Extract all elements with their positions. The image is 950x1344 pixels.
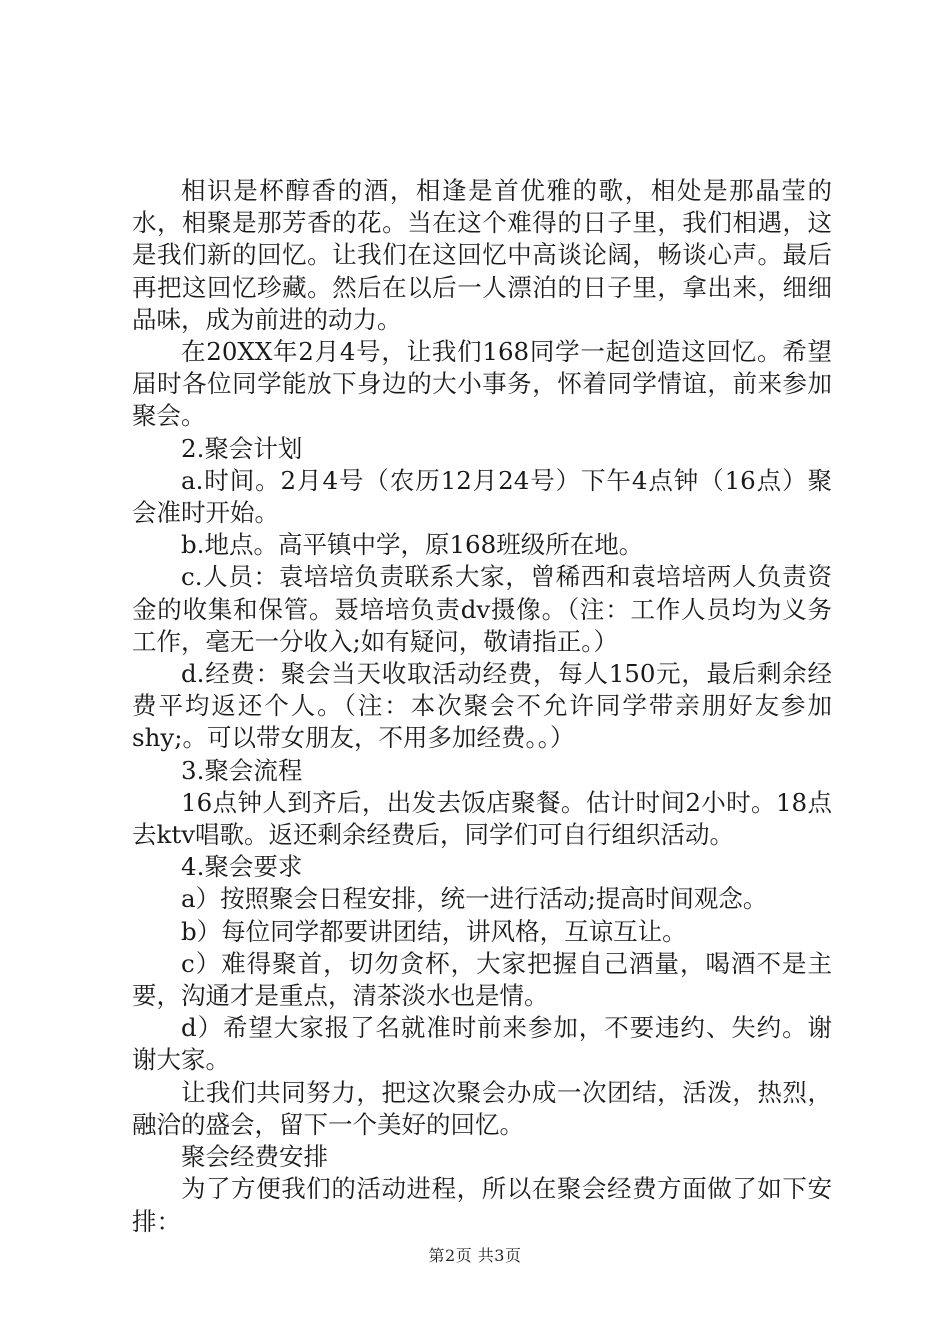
heading-process: 3.聚会流程: [181, 755, 303, 785]
page-number-footer: 第2页 共3页: [428, 1246, 522, 1265]
paragraph-closing: 让我们共同努力，把这次聚会办成一次团结，活泼，热烈，融洽的盛会，留下一个美好的回忆。: [132, 1077, 832, 1139]
paragraph-funds: d.经费：聚会当天收取活动经费，每人150元，最后剩余经费平均返还个人。（注：本次聚会不允许同学带亲朋好友参加shy;。可以带女朋友，不用多加经费。。）: [132, 659, 832, 753]
heading-requirements: 4.聚会要求: [181, 852, 303, 882]
heading-budget: 聚会经费安排: [181, 1142, 328, 1172]
paragraph-date-invitation: 在20XX年2月4号，让我们168同学一起创造这回忆。希望届时各位同学能放下身边的大小事务，怀着同学情谊，前来参加聚会。: [132, 337, 832, 431]
requirement-a: a）按照聚会日程安排，统一进行活动;提高时间观念。: [181, 884, 768, 914]
paragraph-intro: 相识是杯醇香的酒，相逢是首优雅的歌，相处是那晶莹的水，相聚是那芳香的花。当在这个难得的日子里，我们相遇，这是我们新的回忆。让我们在这回忆中高谈论阔，畅谈心声。最后再把这回忆珍藏。然后在以后一人漂泊的日子里，拿出来，细细品味，成为前进的动力。: [132, 176, 832, 334]
requirement-d: d）希望大家报了名就准时前来参加，不要违约、失约。谢谢大家。: [132, 1013, 832, 1075]
paragraph-time: a.时间。2月4号（农历12月24号）下午4点钟（16点）聚会准时开始。: [132, 465, 832, 528]
paragraph-location: b.地点。高平镇中学，原168班级所在地。: [181, 530, 644, 560]
requirement-c: c）难得聚首，切勿贪杯，大家把握自己酒量，喝酒不是主要，沟通才是重点，清茶淡水也是情。: [132, 948, 832, 1011]
paragraph-budget: 为了方便我们的活动进程，所以在聚会经费方面做了如下安排：: [132, 1174, 832, 1236]
heading-plan: 2.聚会计划: [181, 433, 303, 463]
document-body: [132, 175, 832, 1238]
paragraph-personnel: c.人员：袁培培负责联系大家，曾稀西和袁培培两人负责资金的收集和保管。聂培培负责dv摄像。（注：工作人员均为义务工作，毫无一分收入;如有疑问，敬请指正。）: [132, 562, 832, 656]
requirement-b: b）每位同学都要讲团结，讲风格，互谅互让。: [181, 916, 687, 946]
paragraph-process: 16点钟人到齐后，出发去饭店聚餐。估计时间2小时。18点去ktv唱歌。返还剩余经费后，同学们可自行组织活动。: [132, 787, 832, 850]
